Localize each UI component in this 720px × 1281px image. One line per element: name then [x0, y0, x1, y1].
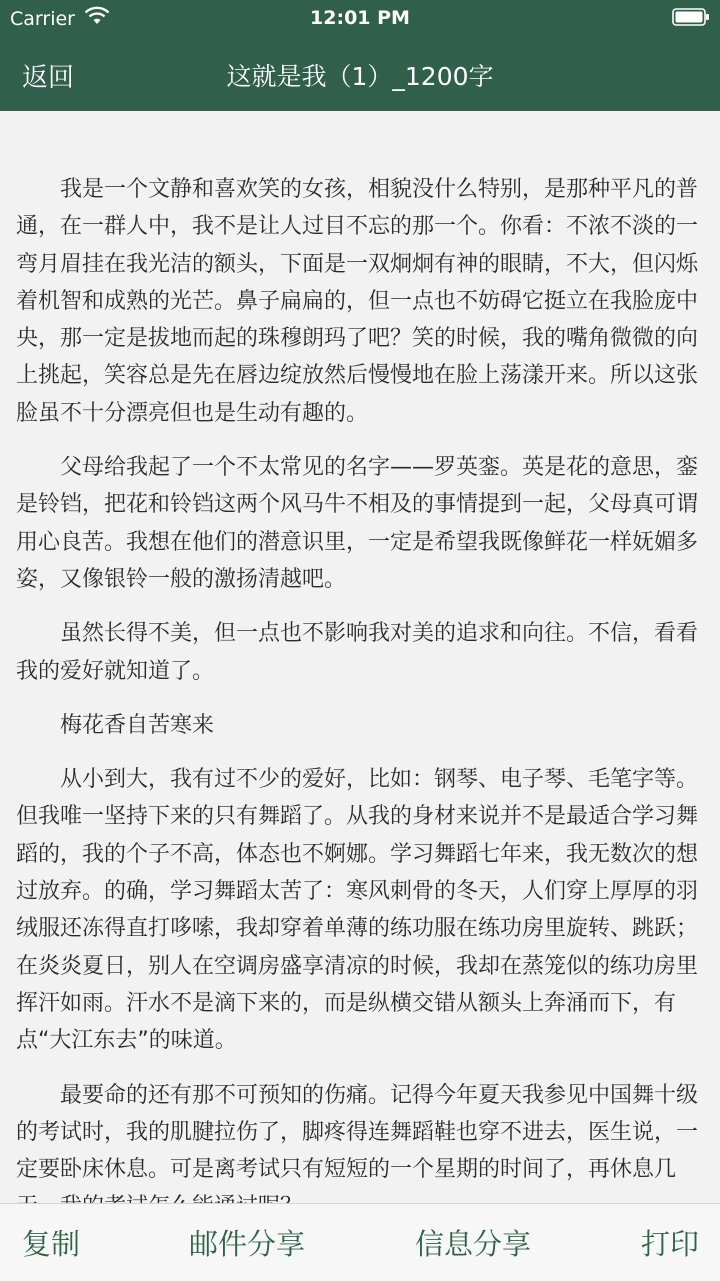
back-button[interactable]: 返回	[22, 63, 75, 93]
article-paragraph: 最要命的还有那不可预知的伤痛。记得今年夏天我参见中国舞十级的考试时，我的肌腱拉伤了，脚疼得连舞蹈鞋也穿不进去，医生说，一定要卧床休息。可是离考试只有短短的一个星期的时间了，再休息几	[16, 1082, 699, 1183]
page-title: 这就是我（1）_1200字	[226, 62, 494, 91]
mail-share-button[interactable]: 邮件分享	[189, 1227, 306, 1261]
article-paragraph: 父母给我起了一个不太常见的名字——罗英銮。英是花的意思，銮是铃铛，把花和铃铛这两个风马牛不相及的事情提到一起，父母真可谓用心良苦。我想在他们的潜意识里，一定是希望我既像鲜花一样妩媚多姿，又像银铃一般的激扬清越吧。	[16, 455, 699, 592]
status-bar	[0, 0, 720, 40]
article-subheading: 梅花香自苦寒来	[60, 712, 215, 738]
carrier-label: Carrier	[10, 8, 75, 30]
message-share-button[interactable]: 信息分享	[415, 1227, 532, 1261]
article-paragraph: 我是一个文静和喜欢笑的女孩，相貌没什么特别，是那种平凡的普通，在一群人中，我不是让人过目不忘的那一个。你看：不浓不淡的一弯月眉挂在我光洁的额头，下面是一双炯炯有神的眼睛，不大，但闪烁着机智和成熟的光芒。鼻子扁扁的，但一点也不妨碍它挺立在我脸庞中央，那一定是拔地而起的珠穆朗玛了吧？笑的时候，我的嘴角微微的向上挑起，笑容总是先在唇边绽放然后慢慢地在脸上荡漾开来。所以这张脸虽不十分漂亮但也是生动有趣的。	[16, 177, 699, 426]
bottom-toolbar	[0, 1203, 720, 1281]
clock: 12:01 PM	[310, 7, 410, 29]
print-button[interactable]: 打印	[641, 1227, 700, 1261]
navigation-bar	[0, 40, 720, 111]
article-paragraph: 从小到大，我有过不少的爱好，比如：钢琴、电子琴、毛笔字等。但我唯一坚持下来的只有舞蹈了。从我的身材来说并不是最适合学习舞蹈的，我的个子不高，体态也不婀娜。学习舞蹈七年来，我无数次的想过放弃。的确，学习舞蹈太苦了：寒风刺骨的冬天，人们穿上厚厚的羽绒服还冻得直打哆嗦，我却穿着单薄的练功服在练功房里旋转、跳跃；在炎炎夏日，别人在空调房盛享清凉的时候，我却在蒸笼似的练功房里挥汗如雨。汗水不是滴下来的，而是纵横交错从额头上奔涌而下，有点“大江东去”的味道。	[16, 767, 699, 1054]
battery-icon	[672, 8, 710, 26]
copy-button[interactable]: 复制	[22, 1227, 81, 1261]
article-paragraph: 虽然长得不美，但一点也不影响我对美的追求和向往。不信，看看我的爱好就知道了。	[16, 621, 699, 684]
article-body	[0, 111, 720, 1226]
article-view[interactable]	[0, 111, 720, 1203]
